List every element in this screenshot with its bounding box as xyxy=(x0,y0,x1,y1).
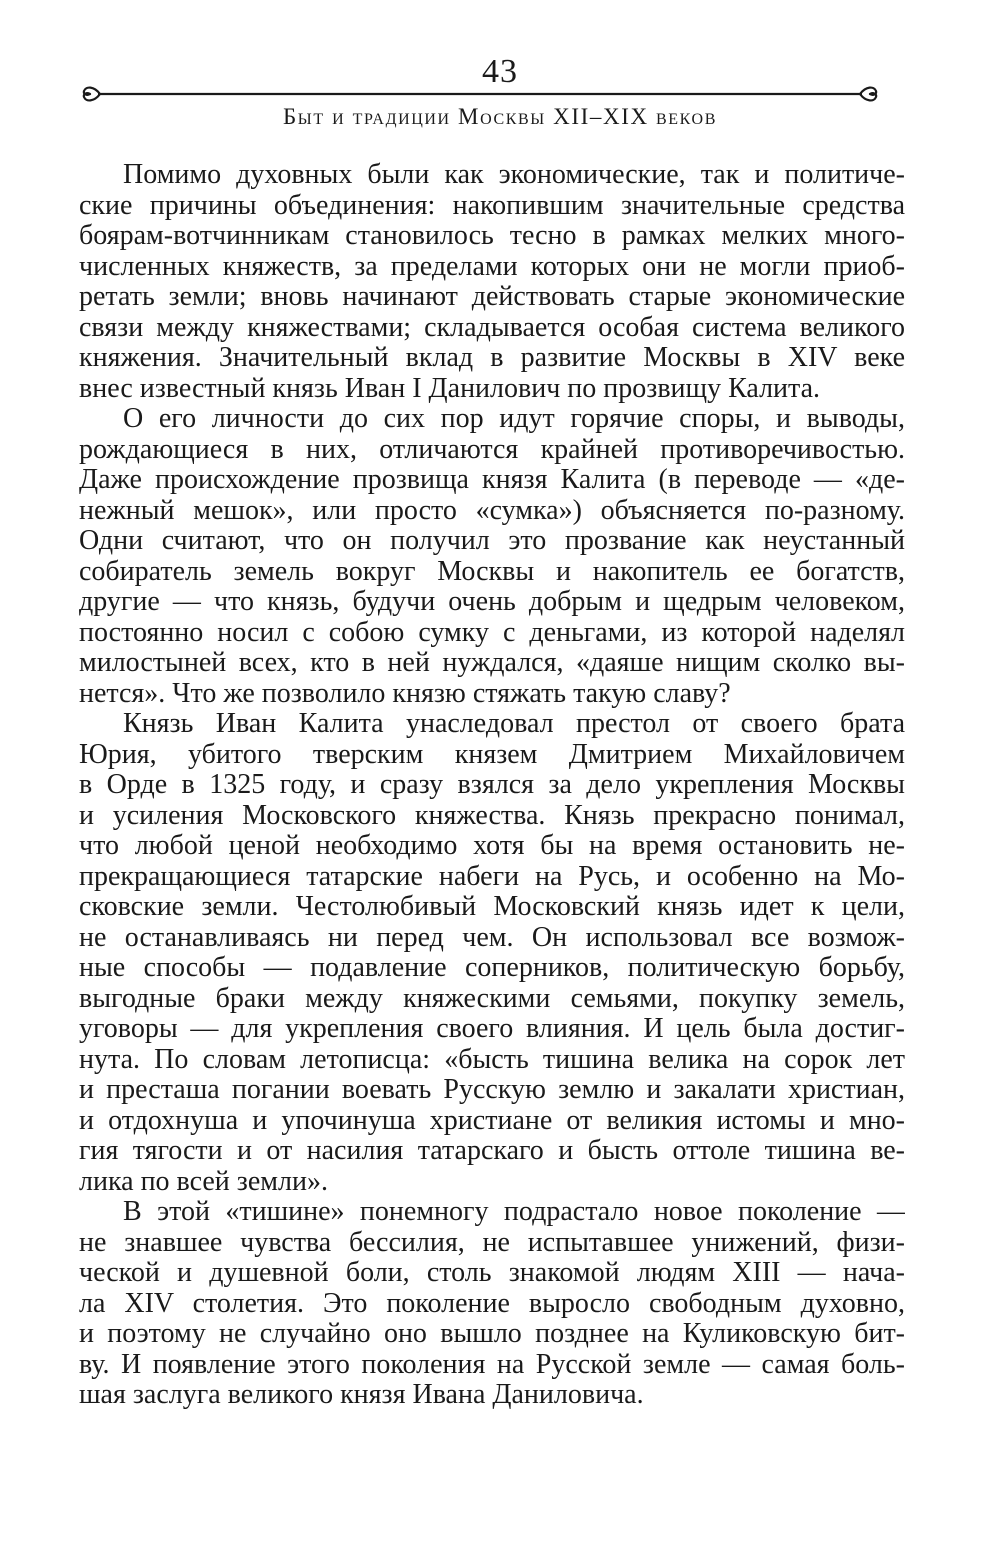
text-line: рождающиеся в них, отличаются крайней противоречивостью. xyxy=(79,434,905,465)
text-line: и усиления Московского княжества. Князь прекрасно понимал, xyxy=(79,800,905,831)
paragraph xyxy=(79,709,905,1197)
text-line: собиратель земель вокруг Москвы и накопитель ее богатств, xyxy=(79,556,905,587)
text-line: уговоры — для укрепления своего влияния. И цель была достиг- xyxy=(79,1014,905,1044)
text-line: и поэтому не случайно оно вышло позднее на Куликовскую бит- xyxy=(79,1319,905,1349)
text-line: Помимо духовных были как экономические, так и политиче- xyxy=(123,160,905,190)
text-line: что любой ценой необходимо хотя бы на время остановить не- xyxy=(79,831,905,861)
text-line: Юрия, убитого тверским князем Дмитрием Михайловичем xyxy=(79,739,905,770)
text-line: гия тягости и от насилия татарскаго и бысть оттоле тишина ве- xyxy=(79,1136,905,1166)
text-line: Князь Иван Калита унаследовал престол от своего брата xyxy=(123,709,905,739)
text-line: нежный мешок», или просто «сумка») объясняется по-разному. xyxy=(79,495,905,526)
text-line: численных княжеств, за пределами которых они не могли приоб- xyxy=(79,251,905,282)
text-line: прекращающиеся татарские набеги на Русь, и особенно на Мо- xyxy=(79,861,905,892)
text-line: шая заслуга великого князя Ивана Даниловича. xyxy=(79,1380,644,1410)
text-line: лика по всей земли». xyxy=(79,1166,328,1197)
text-line: ные способы — подавление соперников, политическую борьбу, xyxy=(79,953,905,983)
text-line: выгодные браки между княжескими семьями, покупку земель, xyxy=(79,983,905,1014)
body-text xyxy=(79,160,905,1411)
text-line: и престаша погании воевать Русскую землю и закалати христиан, xyxy=(79,1075,905,1105)
paragraph xyxy=(79,1197,905,1411)
left-flourish-icon xyxy=(84,88,100,101)
text-line: внес известный князь Иван I Данилович по прозвищу Калита. xyxy=(79,373,821,404)
text-line: боярам-вотчинникам становилось тесно в рамках мелких много- xyxy=(79,221,905,251)
text-line: ретать земли; вновь начинают действовать старые экономические xyxy=(79,282,905,312)
right-flourish-icon xyxy=(860,88,876,101)
text-line: другие — что князь, будучи очень добрым и щедрым человеком, xyxy=(79,587,905,617)
text-line: связи между княжествами; складывается особая система великого xyxy=(79,312,905,343)
text-line: княжения. Значительный вклад в развитие Москвы в XIV веке xyxy=(79,343,905,373)
text-line: нется». Что же позволило князю стяжать такую славу? xyxy=(79,678,731,709)
text-line: и отдохнуша и упочинуша христиане от великия истомы и мно- xyxy=(79,1105,905,1136)
text-line: ла XIV столетия. Это поколение выросло свободным духовно, xyxy=(79,1288,905,1319)
text-line: милостыней всех, кто в ней нуждался, «даяше нищим сколко вы- xyxy=(79,648,905,678)
text-line: Даже происхождение прозвища князя Калита (в переводе — «де- xyxy=(79,465,905,495)
text-line: постоянно носил с собою сумку с деньгами, из которой наделял xyxy=(79,617,905,648)
text-line: В этой «тишине» понемногу подрастало новое поколение — xyxy=(123,1197,905,1227)
text-line: ческой и душевной боли, столь знакомой людям XIII — нача- xyxy=(79,1258,905,1288)
text-line: в Орде в 1325 году, и сразу взялся за дело укрепления Москвы xyxy=(79,770,905,800)
text-line: Одни считают, что он получил это прозвание как неустанный xyxy=(79,526,905,556)
text-line: нута. По словам летописца: «бысть тишина велика на сорок лет xyxy=(79,1044,905,1075)
text-line: О его личности до сих пор идут горячие споры, и выводы, xyxy=(123,404,905,434)
text-line: не знавшее чувства бессилия, не испытавшее унижений, физи- xyxy=(79,1227,905,1258)
text-line: ву. И появление этого поколения на Русской земле — самая боль- xyxy=(79,1349,905,1380)
page-number: 43 xyxy=(482,53,518,90)
text-line: ские причины объединения: накопившим значительные средства xyxy=(79,190,905,221)
text-line: сковские земли. Честолюбивый Московский князь идет к цели, xyxy=(79,892,905,922)
paragraph xyxy=(79,160,905,404)
paragraph xyxy=(79,404,905,709)
text-line: не останавливаясь ни перед чем. Он использовал все возмож- xyxy=(79,922,905,953)
running-head: Быт и традиции Москвы XII–XIX веков xyxy=(283,104,717,129)
